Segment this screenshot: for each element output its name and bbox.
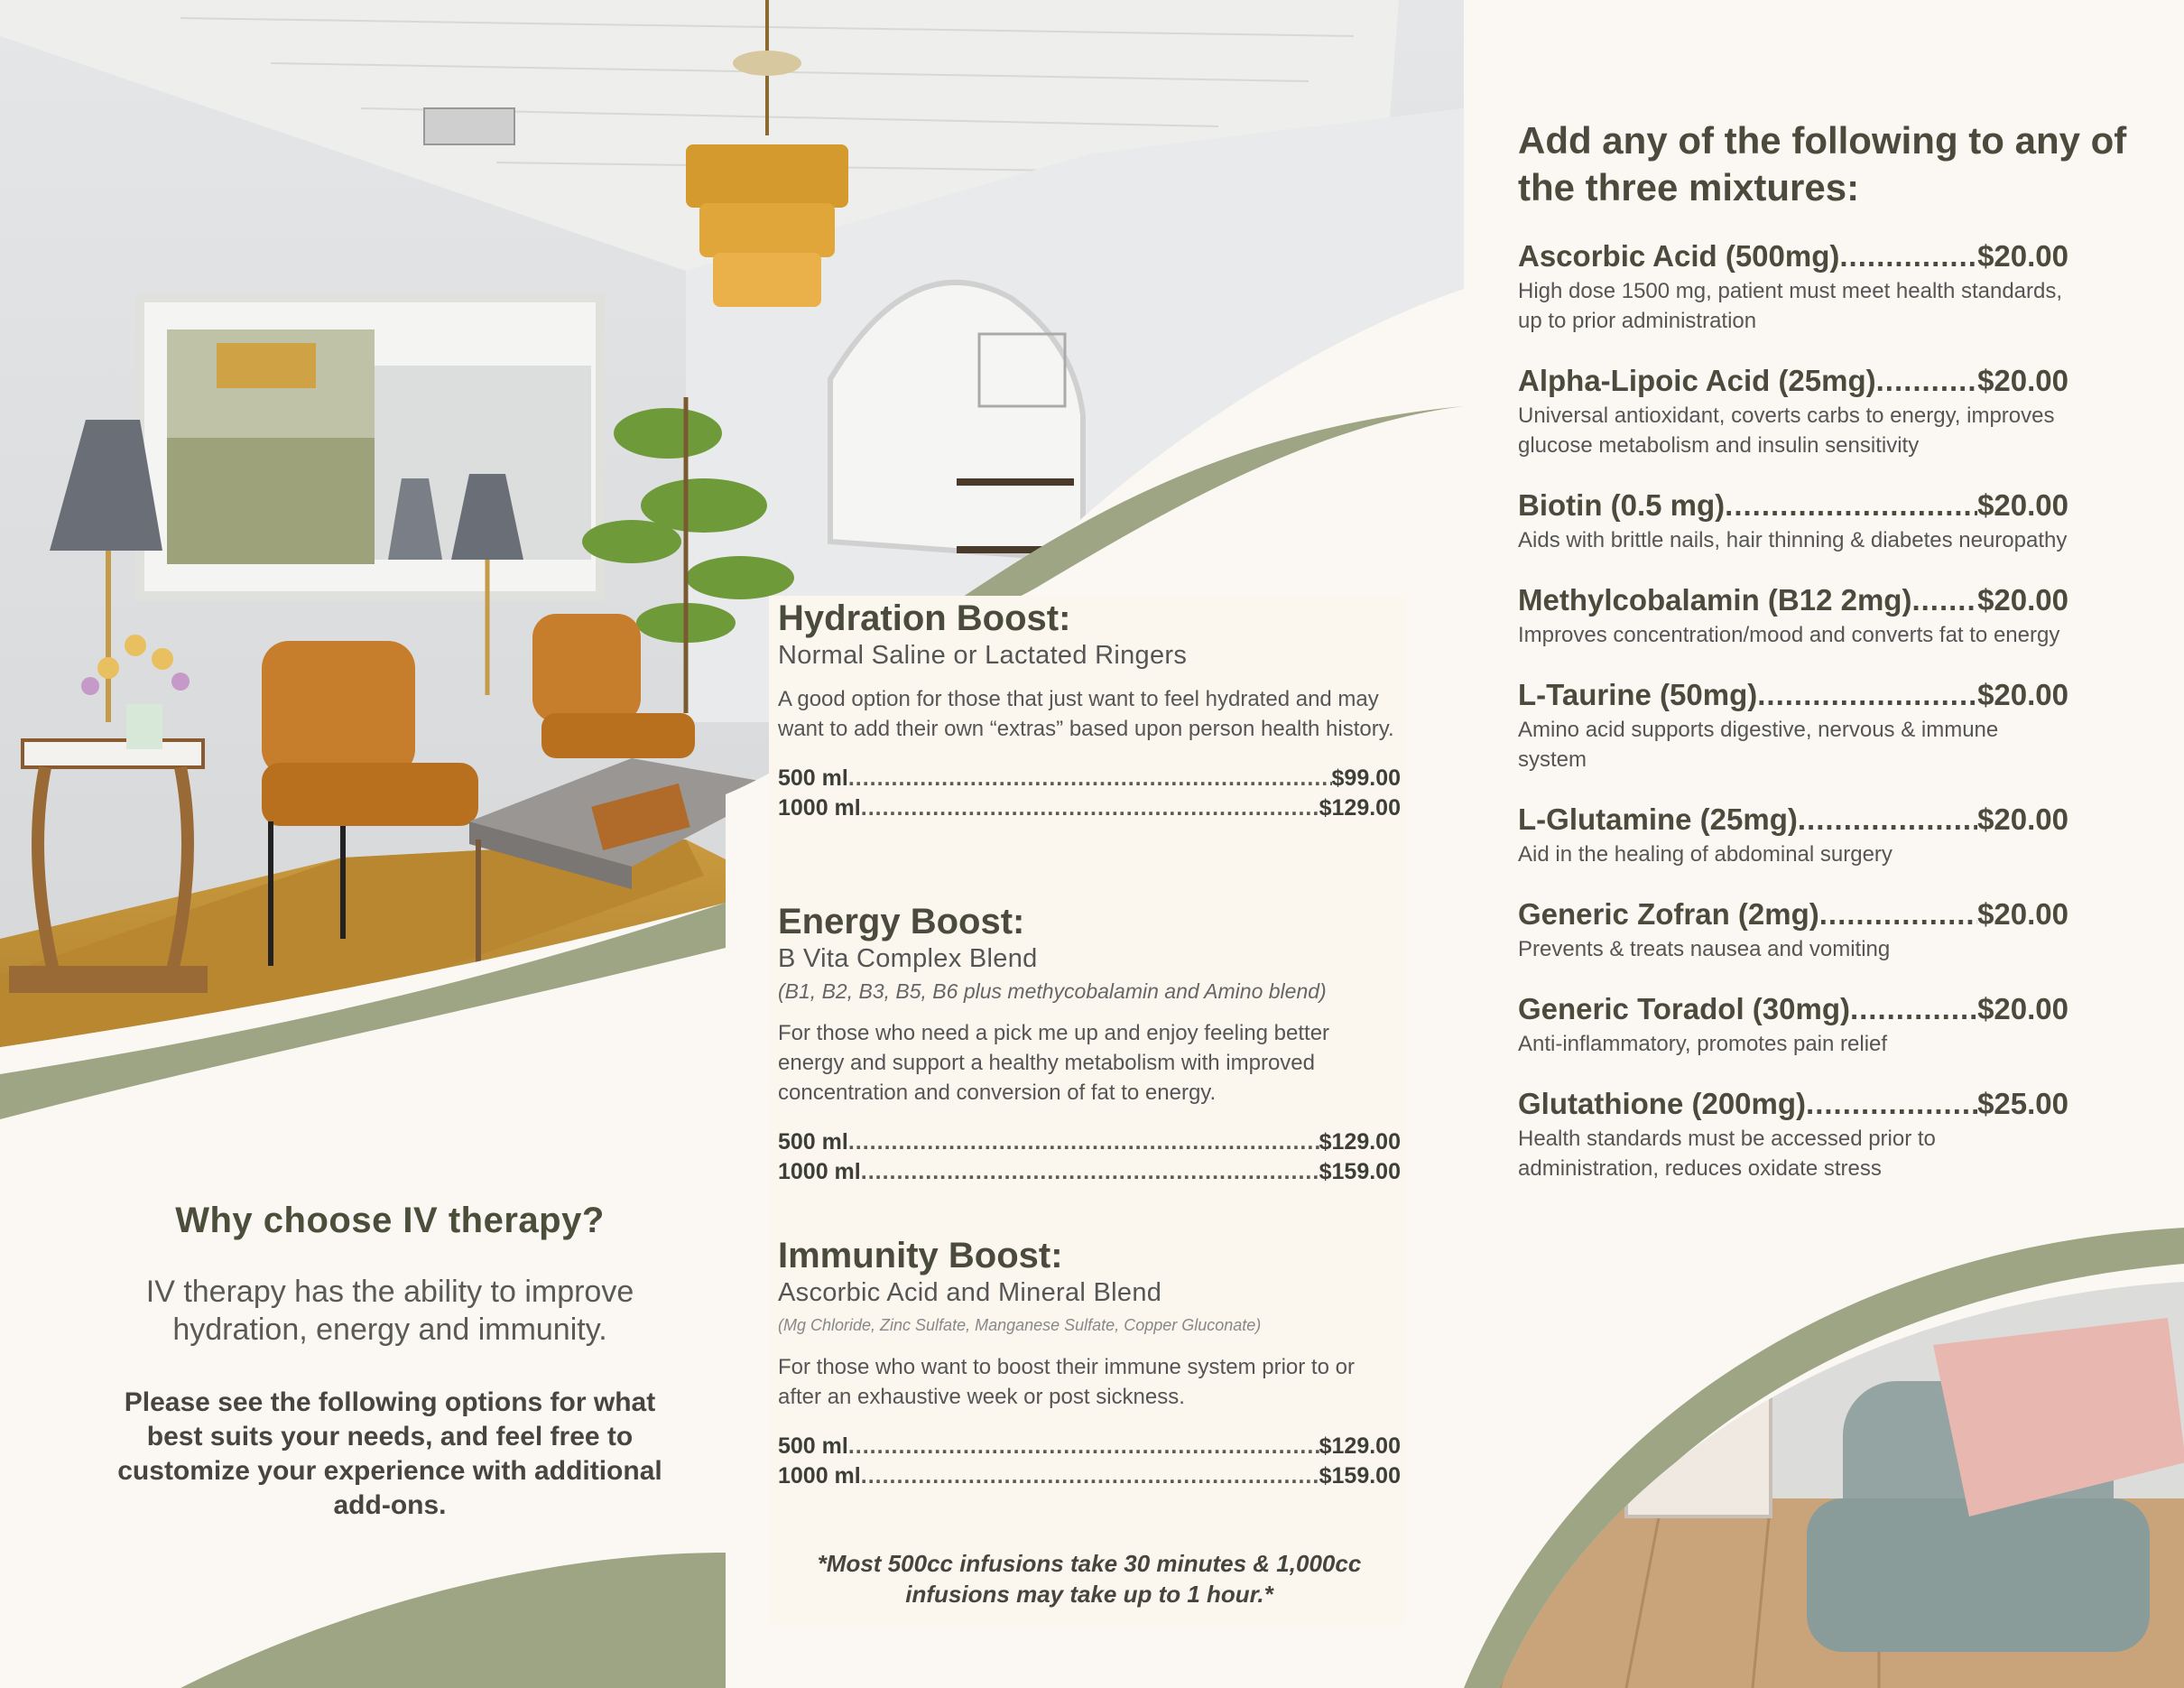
dot-leader [848, 1432, 1319, 1461]
price-row [778, 764, 1401, 793]
price-row [778, 1432, 1401, 1461]
dot-leader [1819, 895, 1977, 934]
mixture-description: For those who need a pick me up and enjoy feeling better energy and support a healthy metabolism with improved concentration and conversion of fat to energy. [778, 1021, 1330, 1105]
infusion-time-footnote: *Most 500cc infusions take 30 minutes & 1,000cc infusions may take up to 1 hour.* [817, 1550, 1362, 1608]
addon-price: $20.00 [1977, 992, 2068, 1025]
mixture-subtitle: Ascorbic Acid and Mineral Blend [778, 1278, 1162, 1307]
recliner-chair-photo [1464, 1228, 2184, 1688]
mixture-prices [778, 1432, 1401, 1491]
addon-name: Biotin (0.5 mg) [1518, 488, 1726, 522]
price-size: 500 ml [778, 765, 848, 791]
dot-leader [861, 1461, 1319, 1491]
why-iv-therapy-lead: IV therapy has the ability to improve hydration, energy and immunity. [145, 1275, 634, 1347]
addon-description: Aid in the healing of abdominal surgery [1518, 842, 1892, 867]
addon-item [1518, 237, 2068, 336]
price-size: 500 ml [778, 1433, 848, 1459]
price-size: 1000 ml [778, 1159, 861, 1184]
price-amount: $159.00 [1319, 1159, 1401, 1184]
addon-item [1518, 361, 2068, 460]
price-row [778, 793, 1401, 823]
dot-leader [848, 1127, 1319, 1157]
dot-leader [848, 764, 1332, 793]
addon-item [1518, 486, 2068, 555]
dot-leader [1798, 800, 1977, 839]
addon-description: Anti-inflammatory, promotes pain relief [1518, 1032, 1888, 1056]
why-iv-therapy-heading: Why choose IV therapy? [175, 1201, 605, 1240]
addon-item [1518, 675, 2068, 774]
mixture-title: Energy Boost: [778, 902, 1025, 941]
dot-leader [1806, 1084, 1977, 1124]
addon-price: $20.00 [1977, 583, 2068, 617]
addon-description: Universal antioxidant, coverts carbs to energy, improves glucose metabolism and insulin sensitivity [1518, 403, 2055, 458]
sage-wave-decoration [0, 1535, 726, 1688]
addon-name: Glutathione (200mg) [1518, 1087, 1807, 1120]
mixture-ingredients: (Mg Chloride, Zinc Sulfate, Manganese Sulfate, Copper Gluconate) [778, 1316, 1262, 1334]
addon-price: $20.00 [1977, 678, 2068, 711]
addon-name: Generic Zofran (2mg) [1518, 897, 1819, 931]
dot-leader [1850, 989, 1977, 1029]
price-amount: $99.00 [1331, 765, 1401, 791]
dot-leader [1757, 675, 1977, 715]
addon-name: Ascorbic Acid (500mg) [1518, 239, 1840, 273]
addon-description: Amino acid supports digestive, nervous & immune system [1518, 718, 1999, 772]
addon-description: Improves concentration/mood and converts fat to energy [1518, 623, 2060, 647]
price-amount: $129.00 [1319, 1129, 1401, 1155]
addon-description: Prevents & treats nausea and vomiting [1518, 937, 1891, 961]
addon-item [1518, 895, 2068, 964]
price-amount: $159.00 [1319, 1463, 1401, 1489]
mixture-ingredients: (B1, B2, B3, B5, B6 plus methycobalamin and Amino blend) [778, 979, 1327, 1003]
mixture-subtitle: Normal Saline or Lactated Ringers [778, 641, 1188, 670]
mixture-description: A good option for those that just want to feel hydrated and may want to add their own “extras” based upon person health history. [778, 687, 1394, 741]
addon-item [1518, 1084, 2068, 1183]
price-amount: $129.00 [1319, 795, 1401, 821]
mixture-subtitle: B Vita Complex Blend [778, 944, 1038, 973]
addon-price: $20.00 [1977, 802, 2068, 836]
addon-price: $20.00 [1977, 488, 2068, 522]
mixture-hydration-boost [778, 598, 1401, 823]
why-iv-therapy-note: Please see the following options for what best suits your needs, and feel free to customize your experience with additional add-ons. [117, 1387, 662, 1520]
price-row [778, 1461, 1401, 1491]
dot-leader [861, 793, 1319, 823]
mixture-energy-boost [778, 901, 1401, 1187]
addon-item [1518, 580, 2068, 650]
price-row [778, 1127, 1401, 1157]
addon-name: L-Taurine (50mg) [1518, 678, 1758, 711]
addons-list [1518, 237, 2068, 1209]
addon-name: Generic Toradol (30mg) [1518, 992, 1850, 1025]
price-size: 1000 ml [778, 795, 861, 821]
dot-leader [1911, 580, 1977, 620]
addon-name: Methylcobalamin (B12 2mg) [1518, 583, 1912, 617]
price-row [778, 1157, 1401, 1187]
price-size: 1000 ml [778, 1463, 861, 1489]
price-amount: $129.00 [1319, 1433, 1401, 1459]
addon-name: Alpha-Lipoic Acid (25mg) [1518, 364, 1876, 397]
addon-price: $20.00 [1977, 897, 2068, 931]
mixture-description: For those who want to boost their immune system prior to or after an exhaustive week or post sickness. [778, 1355, 1355, 1409]
mixture-prices [778, 764, 1401, 823]
addon-price: $25.00 [1977, 1087, 2068, 1120]
mixture-immunity-boost [778, 1235, 1401, 1491]
addon-description: Aids with brittle nails, hair thinning & diabetes neuropathy [1518, 528, 2068, 552]
addon-price: $20.00 [1977, 364, 2068, 397]
addon-name: L-Glutamine (25mg) [1518, 802, 1798, 836]
addons-heading: Add any of the following to any of the three mixtures: [1518, 119, 2127, 209]
addon-description: Health standards must be accessed prior to administration, reduces oxidate stress [1518, 1127, 1936, 1181]
dot-leader [1876, 361, 1977, 401]
mixture-title: Immunity Boost: [778, 1236, 1063, 1275]
price-size: 500 ml [778, 1129, 848, 1155]
dot-leader [1725, 486, 1977, 525]
mixture-prices [778, 1127, 1401, 1187]
addon-price: $20.00 [1977, 239, 2068, 273]
addon-description: High dose 1500 mg, patient must meet health standards, up to prior administration [1518, 279, 2063, 333]
mixture-title: Hydration Boost: [778, 598, 1071, 638]
addon-item [1518, 800, 2068, 869]
addon-item [1518, 989, 2068, 1059]
dot-leader [1839, 237, 1977, 276]
dot-leader [861, 1157, 1319, 1187]
